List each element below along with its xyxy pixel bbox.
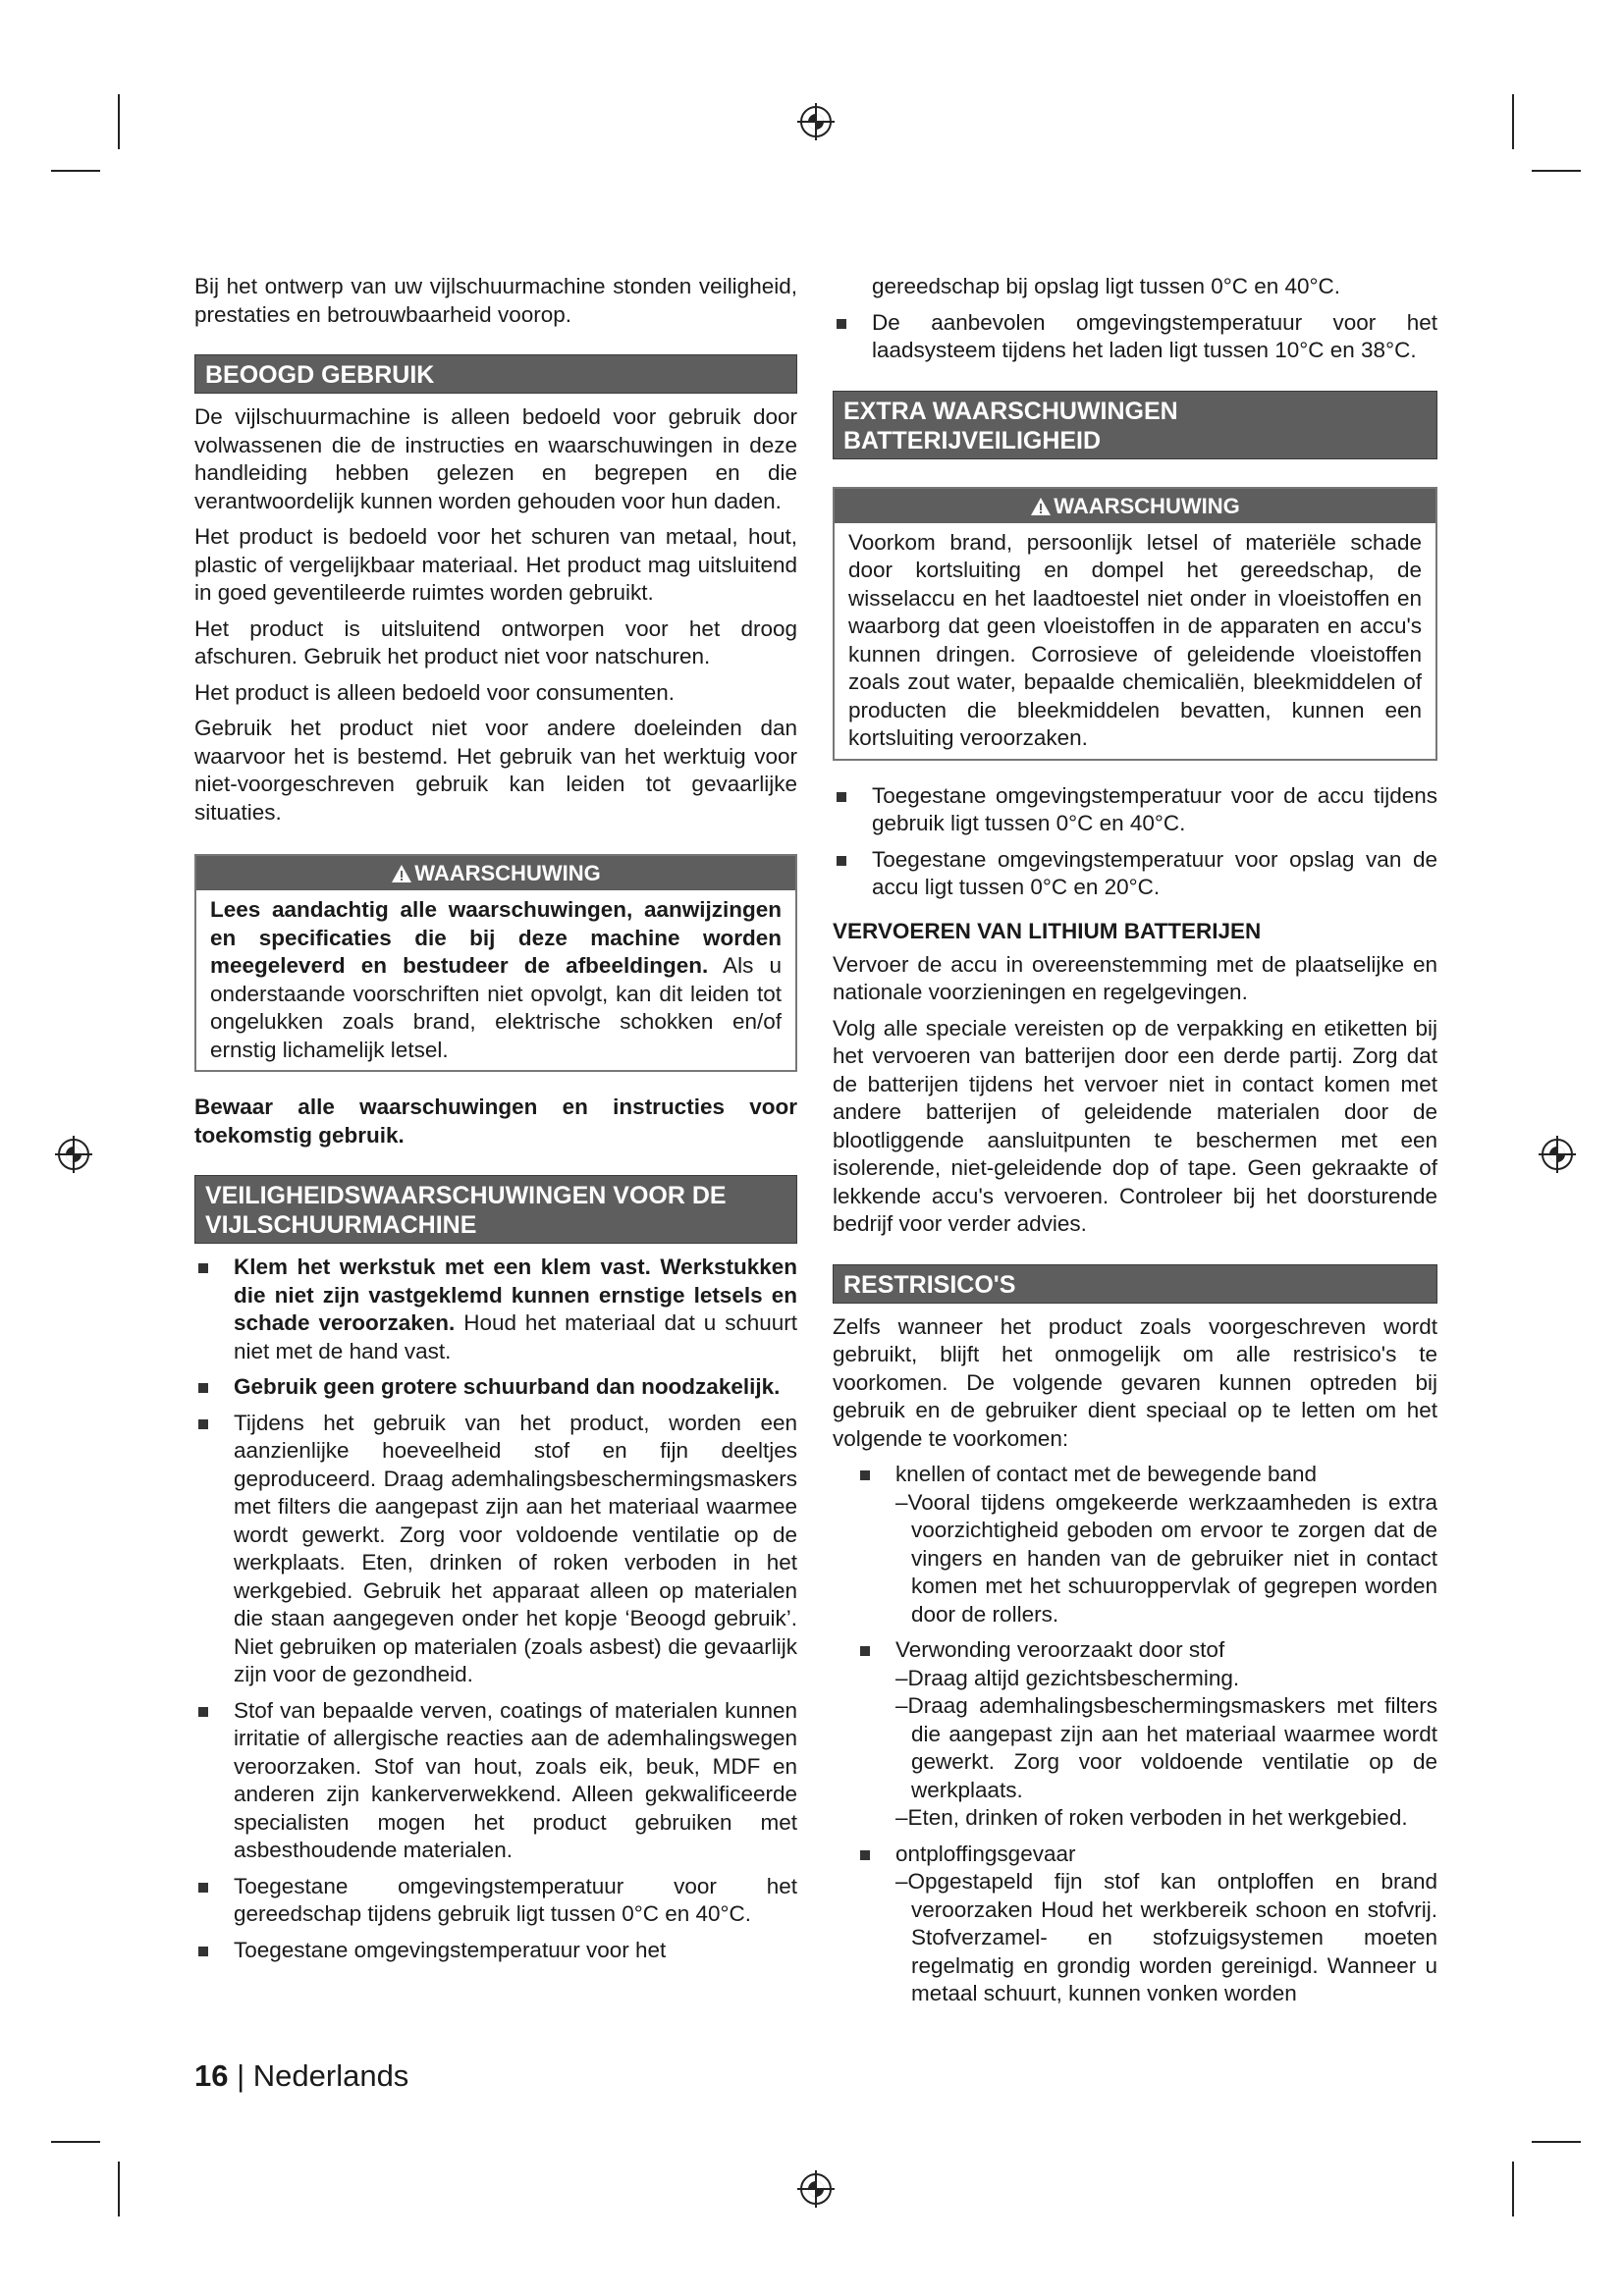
heading-line: EXTRA WAARSCHUWINGEN: [843, 397, 1178, 425]
dash-item: –Opgestapeld fijn stof kan ontploffen en brand veroorzaken Houd het werkbereik schoon en stofvrij. Stofverzamel- en stofzuigsystemen moeten regelmatig en grondig worden gereinigd. Wanneer u metaal schuurt, kunnen vonken worden: [895, 1869, 1437, 2005]
text: Houd het materiaal dat u schuurt niet met de hand vast.: [234, 1310, 797, 1363]
bullet-list: [833, 309, 1437, 365]
footer-separator: |: [228, 2058, 253, 2093]
subheading-vervoeren: VERVOEREN VAN LITHIUM BATTERIJEN: [833, 918, 1262, 943]
bold-text: Klem het werkstuk met een klem vast. Werkstukken die niet zijn vastgeklemd kunnen ernstige letsels en schade veroorzaken.: [234, 1255, 797, 1335]
registration-mark-icon: [796, 2169, 836, 2209]
dash-item: –Vooral tijdens omgekeerde werkzaamheden is extra voorzichtigheid geboden om ervoor te zorgen dat de vingers en handen van de gebruiker niet in contact komen met het schuuroppervlak of gegrepen worden door de rollers.: [895, 1489, 1437, 1627]
paragraph: De vijlschuurmachine is alleen bedoeld voor gebruik door volwassenen die de instructies en waarschuwingen in deze handleiding hebben gelezen en begrepen en die verantwoordelijk kunnen worden gehouden voor hun daden.: [194, 404, 797, 513]
list-item: [194, 1410, 797, 1689]
risk-list: [833, 1461, 1437, 2008]
text: Toegestane omgevingstemperatuur voor het gereedschap tijdens gebruik ligt tussen 0°C en 40°C.: [234, 1873, 797, 1926]
warning-box: [194, 854, 797, 1072]
warning-title: WAARSCHUWING: [414, 861, 601, 885]
crop-mark: [1512, 94, 1514, 149]
registration-mark-icon: [796, 102, 836, 141]
text: Toegestane omgevingstemperatuur voor opslag van de accu ligt tussen 0°C en 20°C.: [872, 846, 1437, 899]
crop-mark: [1532, 170, 1581, 172]
section-heading-veiligheid: [194, 1175, 797, 1244]
section-heading-beoogd-gebruik: BEOOGD GEBRUIK: [194, 354, 797, 394]
warning-text: Voorkom brand, persoonlijk letsel of materiële schade door kortsluiting en dompel het gereedschap, de wisselaccu en het laadtoestel niet onder in vloeistoffen en waarborg dat geen vloeistoffen in de apparaten en accu's kunnen dringen. Corrosieve of geleidende vloeistoffen zoals zout water, bepaalde chemicaliën, bleekmiddelen of producten die bleekmiddelen bevatten, kunnen een kortsluiting veroorzaken.: [848, 529, 1422, 750]
list-item: [833, 846, 1437, 902]
list-item: [194, 1697, 797, 1865]
dash-item: –Eten, drinken of roken verboden in het werkgebied.: [895, 1805, 1408, 1830]
crop-mark: [118, 2162, 120, 2216]
paragraph: Volg alle speciale vereisten op de verpakking en etiketten bij het vervoeren van batterijen door een derde partij. Zorg dat de batterijen tijdens het vervoer niet in contact komen met andere batterijen of geleidende materialen door de blootliggende aansluitpunten te beschermen met een isolerende, niet-geleidende dop of tape. Geen gekraakte of lekkende accu's vervoeren. Controleer bij het doorsturende bedrijf voor verder advies.: [833, 1015, 1437, 1236]
text: Toegestane omgevingstemperatuur voor de accu tijdens gebruik ligt tussen 0°C en 40°C.: [872, 782, 1437, 835]
section-heading-extra-waarschuwingen: [833, 391, 1437, 459]
intro-text: Bij het ontwerp van uw vijlschuurmachine stonden veiligheid, prestaties en betrouwbaarheid voorop.: [194, 274, 797, 327]
footer-language: Nederlands: [252, 2058, 409, 2093]
text: knellen of contact met de bewegende band: [895, 1462, 1318, 1486]
dash-item: –Draag ademhalingsbeschermingsmaskers met filters die aangepast zijn aan het materiaal waarmee wordt gewerkt. Zorg voor voldoende ventilatie op de werkplaats.: [895, 1693, 1437, 1802]
paragraph: Vervoer de accu in overeenstemming met de plaatselijke en nationale voorzieningen en regelgevingen.: [833, 951, 1437, 1004]
warning-title: WAARSCHUWING: [1054, 493, 1240, 518]
crop-mark: [51, 170, 100, 172]
section-heading-restrisicos: RESTRISICO'S: [833, 1264, 1437, 1304]
warning-bold-text: Lees aandachtig alle waarschuwingen, aanwijzingen en specificaties die bij deze machine worden meegeleverd en bestudeer de afbeeldingen.: [210, 897, 782, 978]
continued-text: gereedschap bij opslag ligt tussen 0°C en 40°C.: [872, 274, 1341, 298]
dash-item: –Draag altijd gezichtsbescherming.: [895, 1665, 1240, 1690]
warning-header: [196, 856, 795, 890]
list-item: [194, 1873, 797, 1929]
crop-mark: [1532, 2141, 1581, 2143]
warning-rest-text: Als u onderstaande voorschriften niet opvolgt, kan dit leiden tot ongelukken zoals brand, elektrische schokken en/of ernstig lichamelijk letsel.: [210, 953, 783, 1062]
warning-box: [833, 487, 1437, 761]
list-item: [833, 782, 1437, 838]
save-instructions-text: Bewaar alle waarschuwingen en instructies voor toekomstig gebruik.: [194, 1095, 797, 1148]
list-item: [833, 1636, 1437, 1833]
text: De aanbevolen omgevingstemperatuur voor het laadsysteem tijdens het laden ligt tussen 10°C en 38°C.: [872, 309, 1437, 362]
paragraph: Het product is uitsluitend ontworpen voor het droog afschuren. Gebruik het product niet voor natschuren.: [194, 615, 797, 668]
heading-line: VEILIGHEIDSWAARSCHUWINGEN VOOR DE: [205, 1182, 727, 1209]
text: Gebruik geen grotere schuurband dan noodzakelijk.: [234, 1374, 781, 1399]
registration-mark-icon: [54, 1135, 93, 1174]
paragraph: Gebruik het product niet voor andere doeleinden dan waarvoor het is bestemd. Het gebruik van het werktuig voor niet-voorgeschreven gebruik kan leiden tot gevaarlijke situaties.: [194, 716, 797, 825]
page-footer: [194, 2058, 408, 2094]
warning-triangle-icon: [391, 864, 412, 883]
list-item: [833, 309, 1437, 365]
warning-text: [210, 896, 782, 1064]
safety-list: [194, 1254, 797, 1964]
paragraph: Het product is bedoeld voor het schuren van metaal, hout, plastic of vergelijkbaar materiaal. Het product mag uitsluitend in goed geventileerde ruimtes worden gebruikt.: [194, 524, 797, 605]
list-item: [833, 1461, 1437, 1629]
text: ontploffingsgevaar: [895, 1841, 1076, 1866]
warning-header: [835, 489, 1435, 523]
list-item: [833, 1841, 1437, 2008]
crop-mark: [118, 94, 120, 149]
heading-line: VIJLSCHUURMACHINE: [205, 1211, 477, 1239]
text: Stof van bepaalde verven, coatings of materialen kunnen irritatie of allergische reacties aan de ademhalingswegen veroorzaken. Stof van hout, zoals eik, beuk, MDF en anderen zijn kankerverwekkend. Alleen gekwalificeerde specialisten mogen het product gebruiken met asbesthoudende materialen.: [234, 1697, 797, 1862]
warning-triangle-icon: [1030, 497, 1052, 516]
paragraph: Het product is alleen bedoeld voor consumenten.: [194, 679, 676, 705]
list-item: [194, 1254, 797, 1365]
text: Verwonding veroorzaakt door stof: [895, 1637, 1225, 1662]
heading-line: BATTERIJVEILIGHEID: [843, 426, 1102, 454]
paragraph: Zelfs wanneer het product zoals voorgeschreven wordt gebruikt, blijft het onmogelijk om alle restrisico's te voorkomen. De volgende gevaren kunnen optreden bij gebruik en de gebruiker dient speciaal op te letten om het volgende te voorkomen:: [833, 1313, 1437, 1451]
right-column: [833, 273, 1437, 2016]
text: Tijdens het gebruik van het product, worden een aanzienlijke hoeveelheid stof en fijn deeltjes geproduceerd. Draag ademhalingsbeschermingsmaskers met filters die aangepast zijn aan het materiaal waarmee wordt gewerkt. Zorg voor voldoende ventilatie op de werkplaats. Eten, drinken of roken verboden in het werkgebied. Gebruik het apparaat alleen op materialen die staan aangegeven onder het kopje ‘Beoogd gebruik’. Niet gebruiken op materialen (zoals asbest) die gevaarlijk zijn voor de gezondheid.: [234, 1410, 797, 1686]
page-number: 16: [194, 2058, 229, 2093]
crop-mark: [1512, 2162, 1514, 2216]
list-item: [194, 1373, 797, 1402]
bullet-list: [833, 782, 1437, 902]
list-item: [194, 1937, 797, 1965]
text: Toegestane omgevingstemperatuur voor het: [234, 1937, 667, 1962]
registration-mark-icon: [1538, 1135, 1577, 1174]
left-column: [194, 273, 797, 1972]
crop-mark: [51, 2141, 100, 2143]
